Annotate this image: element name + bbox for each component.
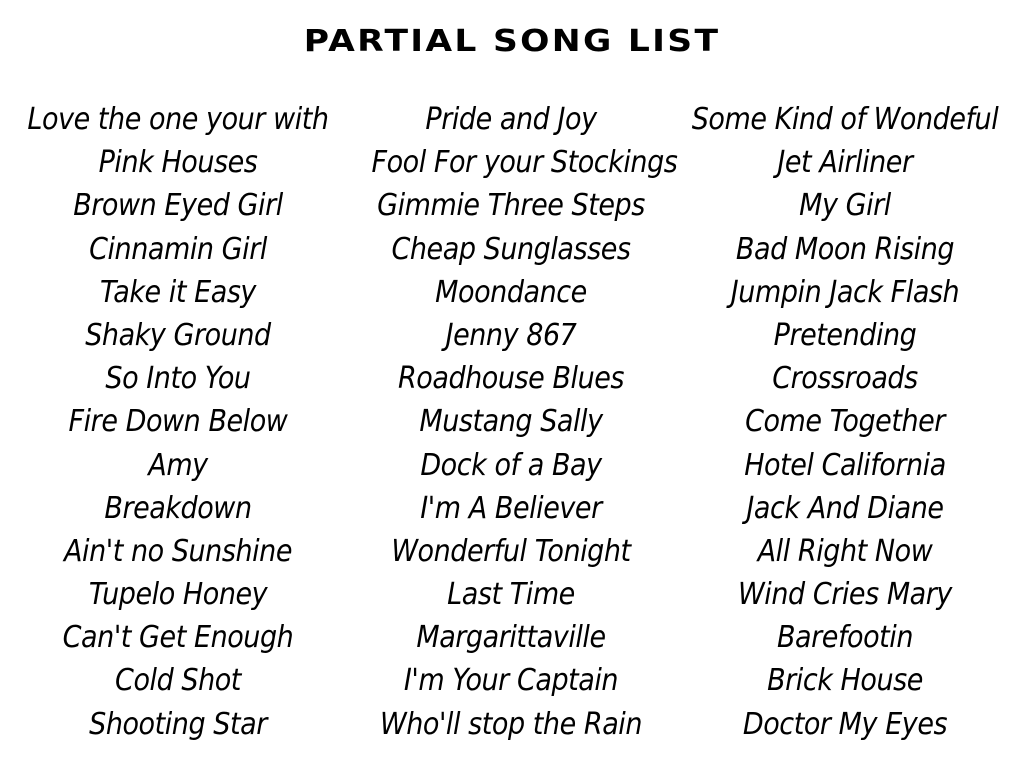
song-grid xyxy=(0,98,1024,746)
song-title: Jet Airliner xyxy=(777,145,913,181)
song-title: Shooting Star xyxy=(89,706,267,742)
song-title: Bad Moon Rising xyxy=(735,231,955,267)
song-title: Wonderful Tonight xyxy=(391,533,631,569)
song-title: Mustang Sally xyxy=(419,404,603,440)
song-title: Some Kind of Wondeful xyxy=(691,102,999,137)
song-title: Amy xyxy=(148,447,208,483)
song-title: Can't Get Enough xyxy=(62,620,294,656)
song-title: Cinnamin Girl xyxy=(89,231,267,267)
song-title: Tupelo Honey xyxy=(88,577,268,613)
song-title: Wind Cries Mary xyxy=(738,577,952,613)
song-title: Hotel California xyxy=(744,447,946,483)
song-title: Pink Houses xyxy=(98,145,258,181)
song-title: Roadhouse Blues xyxy=(397,361,625,397)
song-title: Barefootin xyxy=(776,620,914,656)
song-title: Jack And Diane xyxy=(746,490,944,526)
song-title: Who'll stop the Rain xyxy=(379,706,643,742)
song-title: So Into You xyxy=(105,361,251,397)
song-title: I'm A Believer xyxy=(420,490,602,526)
song-title: Fool For your Stockings xyxy=(371,145,678,181)
song-title: Moondance xyxy=(435,274,587,310)
song-title: Margarittaville xyxy=(416,620,606,656)
song-title: Love the one your with xyxy=(27,102,329,137)
song-title: Ain't no Sunshine xyxy=(63,533,293,569)
song-title: My Girl xyxy=(799,188,891,224)
song-title: Take it Easy xyxy=(100,274,256,310)
song-title: Shaky Ground xyxy=(85,317,271,353)
song-title: Gimmie Three Steps xyxy=(377,188,645,224)
song-title: Come Together xyxy=(745,404,945,440)
song-title: Doctor My Eyes xyxy=(742,706,948,742)
song-title: Pretending xyxy=(773,317,917,353)
song-title: All Right Now xyxy=(757,533,933,569)
song-title: Brick House xyxy=(767,663,923,699)
page-title: PARTIAL SONG LIST xyxy=(303,24,721,59)
song-title: Breakdown xyxy=(104,490,252,526)
song-title: I'm Your Captain xyxy=(403,663,619,699)
song-title: Last Time xyxy=(447,577,575,613)
song-title: Jenny 867 xyxy=(445,317,577,353)
song-title: Cheap Sunglasses xyxy=(391,231,631,267)
song-title: Jumpin Jack Flash xyxy=(730,274,960,310)
song-title: Crossroads xyxy=(772,361,918,397)
song-title: Pride and Joy xyxy=(425,102,597,137)
song-title: Cold Shot xyxy=(115,663,241,699)
song-title: Dock of a Bay xyxy=(420,447,602,483)
song-title: Brown Eyed Girl xyxy=(73,188,283,224)
song-title: Fire Down Below xyxy=(68,404,288,440)
